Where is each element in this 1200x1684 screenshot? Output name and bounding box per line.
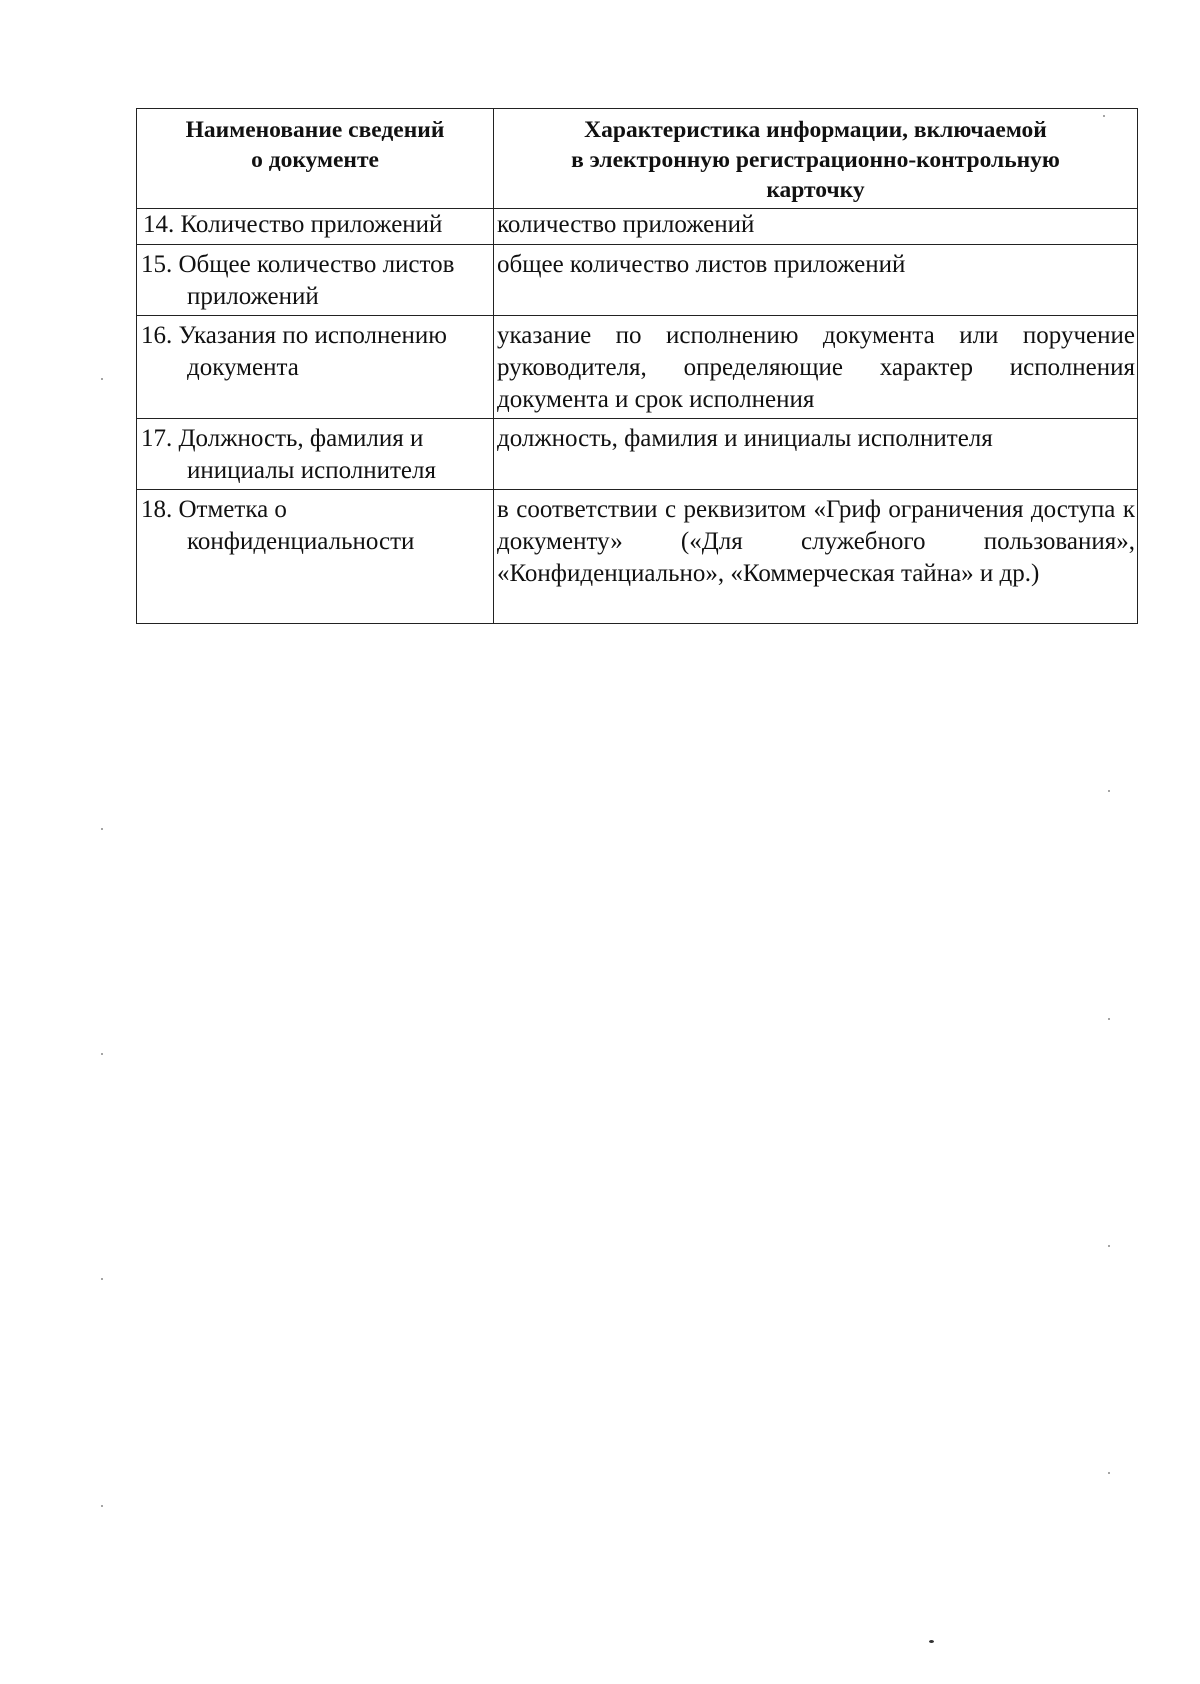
row-description-cell: общее количество листов приложений — [494, 245, 1138, 316]
row-description-cell: количество приложений — [494, 209, 1138, 245]
row-name-cell: 14. Количество приложений — [137, 209, 494, 245]
table-row — [137, 245, 1138, 316]
table-row — [137, 490, 1138, 624]
row-description-cell: указание по исполнению документа или поручение руководителя, определяющие характер исполнения документа и срок исполнения — [494, 316, 1138, 419]
table-row — [137, 419, 1138, 490]
table-row — [137, 209, 1138, 245]
header-document-field-name: Наименование сведений о документе — [137, 109, 494, 209]
row-name-cell: 16. Указания по исполнению документа — [137, 316, 494, 419]
row-name-cell: 18. Отметка о конфиденциальности — [137, 490, 494, 624]
table-row — [137, 316, 1138, 419]
document-details-table — [136, 108, 1138, 624]
row-description-cell: должность, фамилия и инициалы исполнителя — [494, 419, 1138, 490]
table-header-row — [137, 109, 1138, 209]
row-name-cell: 15. Общее количество листов приложений — [137, 245, 494, 316]
row-description-cell: в соответствии с реквизитом «Гриф ограничения доступа к документу» («Для служебного пользования», «Конфиденциально», «Коммерческая тайна» и др.) — [494, 490, 1138, 624]
row-name-cell: 17. Должность, фамилия и инициалы исполнителя — [137, 419, 494, 490]
header-information-description: Характеристика информации, включаемой в электронную регистрационно-контрольную карточку — [494, 109, 1138, 209]
